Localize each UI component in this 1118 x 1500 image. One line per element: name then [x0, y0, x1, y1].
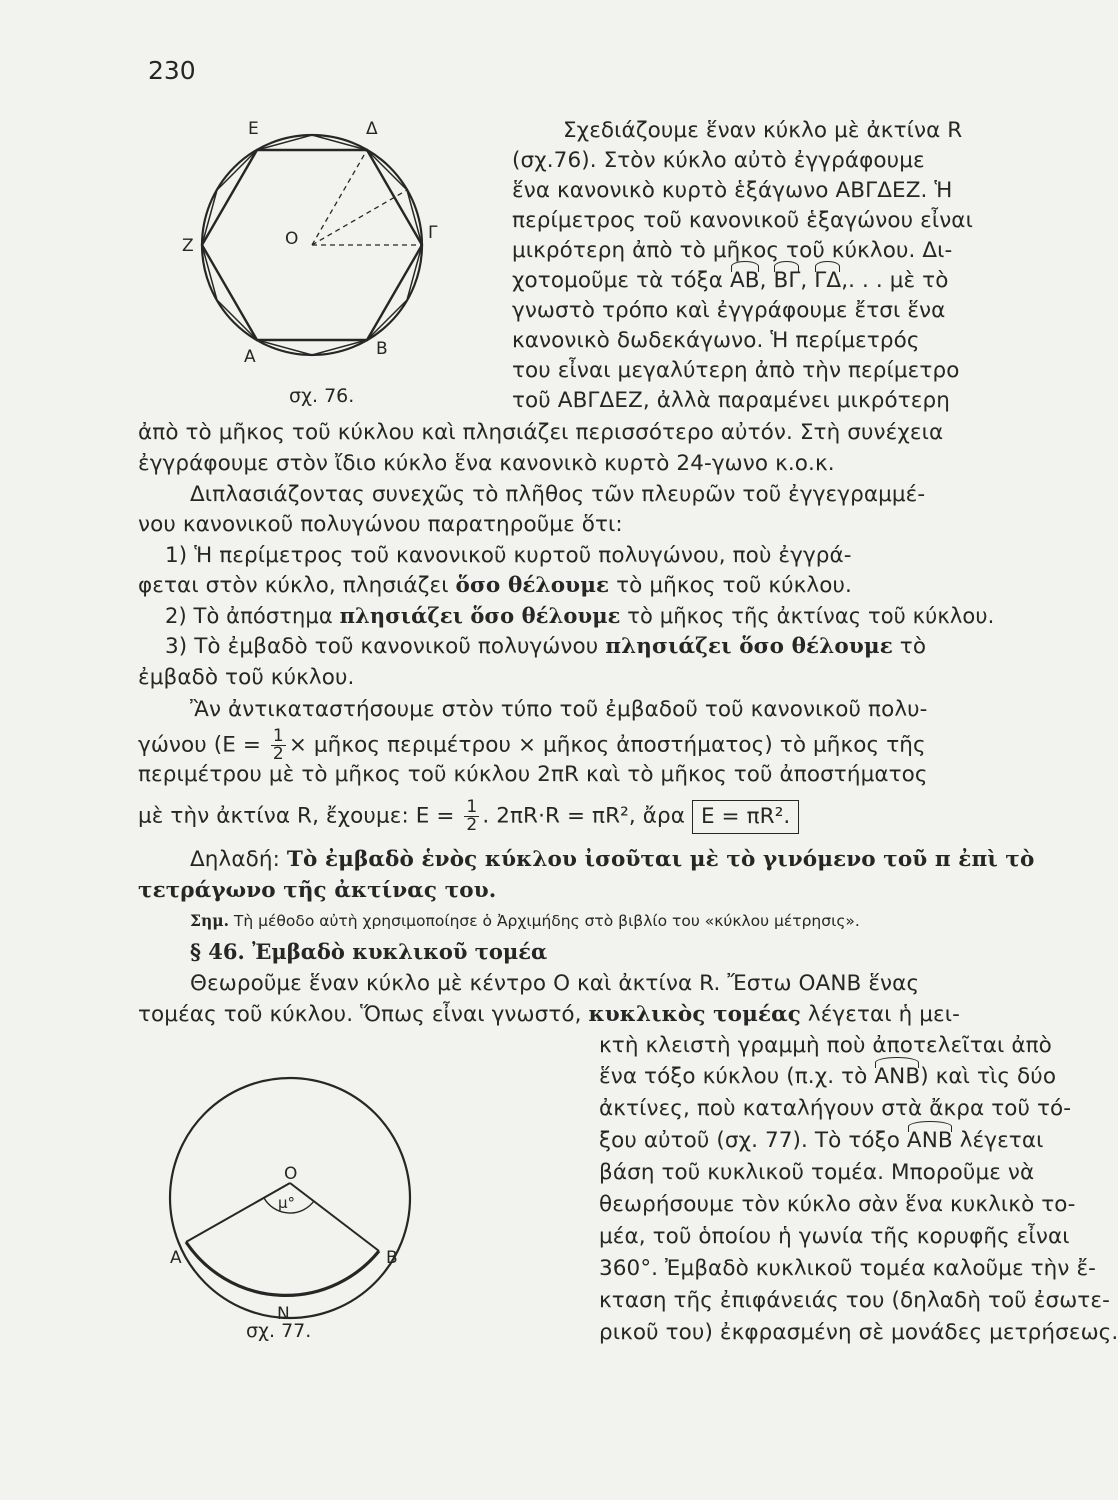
p3-line-5-bold: Τὸ ἐμβαδὸ ἑνὸς κύκλου ἰσοῦται μὲ τὸ γινόμενο τοῦ π ἐπὶ τὸ — [286, 847, 1035, 872]
p3-line-1: Ἂν ἀντικαταστήσουμε στὸν τύπο τοῦ ἐμβαδοῦ τοῦ κανονικοῦ πολυ- — [190, 697, 928, 722]
figure-76-caption: σχ. 76. — [289, 385, 355, 407]
fig76-label-e: E — [248, 119, 259, 139]
p2-item-1-cont — [138, 573, 852, 598]
p4-line-6-pre: ξου αὐτοῦ (σχ. 77). Τὸ τόξο — [599, 1128, 907, 1153]
p4-line-6 — [599, 1128, 1043, 1153]
section-title — [190, 939, 547, 964]
p4-line-8: θεωρήσουμε τὸν κύκλο σὰν ἕνα κυκλικὸ το- — [599, 1192, 1076, 1217]
arc-anb-2: ΑΝΒ — [906, 1128, 953, 1153]
p1-line-7: γνωστὸ τρόπο καὶ ἐγγράφουμε ἔτσι ἕνα — [512, 298, 946, 323]
p2-item-2 — [165, 603, 994, 628]
p3-line-6: τετράγωνο τῆς ἀκτίνας του. — [138, 878, 497, 903]
p2-item-1: 1) Ἡ περίμετρος τοῦ κανονικοῦ κυρτοῦ πολυγώνου, ποὺ ἐγγρά- — [165, 543, 852, 568]
fig77-radius-oa — [186, 1183, 290, 1242]
p1-line-6: χοτομοῦμε τὰ τόξα ΑΒ, ΒΓ, ΓΔ,. . . μὲ τὸ — [512, 268, 949, 293]
p4-line-12: ρικοῦ του) ἐκφρασμένη σὲ μονάδες μετρήσεως. — [599, 1320, 1118, 1345]
page-number: 230 — [148, 56, 196, 85]
p4-line-2-post: λέγεται ἡ μει- — [800, 1002, 960, 1027]
fig77-arc-anb — [186, 1242, 379, 1295]
arc-bg: ΒΓ — [773, 268, 801, 293]
p1-line-6-end: ,. . . μὲ τὸ — [841, 268, 949, 293]
fraction-half-2 — [464, 799, 479, 834]
note-text: Τὴ μέθοδο αὐτὴ χρησιμοποίησε ὁ Ἀρχιμήδης στὸ βιβλίο του «κύκλου μέτρησις». — [228, 912, 860, 930]
p1-line-4: περίμετρος τοῦ κανονικοῦ ἑξαγώνου εἶναι — [512, 208, 973, 233]
p2-item-1-post: τὸ μῆκος τοῦ κύκλου. — [609, 573, 852, 598]
fig76-label-o: O — [285, 229, 299, 249]
area-formula-box: Ε = πR². — [692, 800, 799, 834]
p4-line-6-post: λέγεται — [952, 1128, 1044, 1153]
figure-77 — [160, 1068, 430, 1348]
p3-line-3: περιμέτρου μὲ τὸ μῆκος τοῦ κύκλου 2πR καὶ τὸ μῆκος τοῦ ἀποστήματος — [138, 762, 928, 787]
p2-item-3-cont: ἐμβαδὸ τοῦ κύκλου. — [138, 665, 355, 690]
fig77-label-n: N — [277, 1304, 290, 1324]
p3-line-5 — [190, 847, 1034, 872]
fig77-radius-ob — [290, 1183, 379, 1251]
p1-line-2: (σχ.76). Στὸν κύκλο αὐτὸ ἐγγράφουμε — [512, 148, 925, 173]
fraction-num: 1 — [272, 726, 284, 746]
fig76-label-z: Z — [182, 236, 194, 256]
p1-line-10: τοῦ ΑΒΓΔΕΖ, ἀλλὰ παραμένει μικρότερη — [512, 388, 950, 413]
note-label: Σημ. — [190, 911, 229, 930]
p1-line-8: κανονικὸ δωδεκάγωνο. Ἡ περίμετρός — [512, 328, 920, 353]
fig76-radius-od — [312, 150, 367, 245]
fig77-label-b: B — [386, 1248, 398, 1268]
p2-line-2: νου κανονικοῦ πολυγώνου παρατηροῦμε ὅτι: — [138, 512, 623, 537]
fraction-2-den: 2 — [466, 815, 478, 835]
figure-77-caption: σχ. 77. — [246, 1320, 312, 1342]
arc-anb: ΑΝΒ — [874, 1064, 921, 1089]
p2-item-3-post: τὸ — [892, 634, 927, 659]
p4-line-10: 360°. Ἐμβαδὸ κυκλικοῦ τομέα καλοῦμε τὴν ἔ- — [599, 1256, 1097, 1281]
p1-line-3: ἕνα κανονικὸ κυρτὸ ἑξάγωνο ΑΒΓΔΕΖ. Ἡ — [512, 178, 953, 203]
p2-item-2-pre: 2) Τὸ ἀπόστημα — [165, 604, 340, 628]
p1-line-12: ἐγγράφουμε στὸν ἴδιο κύκλο ἕνα κανονικὸ κυρτὸ 24-γωνο κ.ο.κ. — [138, 451, 835, 476]
p3-line-2-post: × μῆκος περιμέτρου × μῆκος ἀποστήματος) τὸ μῆκος τῆς — [288, 732, 926, 758]
fig77-label-mu: μ° — [278, 1194, 296, 1212]
p1-line-1: Σχεδιάζουμε ἕναν κύκλο μὲ ἀκτίνα R — [563, 118, 963, 143]
p2-item-2-post: τὸ μῆκος τῆς ἀκτίνας τοῦ κύκλου. — [620, 604, 995, 628]
p1-line-9: του εἶναι μεγαλύτερη ἀπὸ τὴν περίμετρο — [512, 358, 960, 383]
p2-item-1-pre: φεται στὸν κύκλο, πλησιάζει — [138, 573, 456, 598]
fig77-label-a: A — [170, 1248, 182, 1268]
p4-line-4-pre: ἕνα τόξο κύκλου (π.χ. τὸ — [599, 1064, 875, 1089]
p2-item-3-pre: 3) Τὸ ἐμβαδὸ τοῦ κανονικοῦ πολυγώνου — [165, 634, 606, 659]
fig76-label-a: A — [244, 347, 256, 367]
p4-line-5: ἀκτίνες, ποὺ καταλήγουν στὰ ἄκρα τοῦ τό- — [599, 1096, 1072, 1121]
p4-line-11: κταση τῆς ἐπιφάνειάς του (δηλαδὴ τοῦ ἐσωτε- — [599, 1288, 1110, 1313]
p3-line-4 — [138, 799, 799, 834]
fig76-radius-mid — [312, 190, 407, 245]
p3-line-4-pre: μὲ τὴν ἀκτίνα R, ἔχουμε: Ε = — [138, 803, 462, 829]
fig77-label-o: O — [284, 1164, 298, 1184]
section-title-text: § 46. Ἐμβαδὸ κυκλικοῦ τομέα — [190, 939, 548, 964]
p4-line-4-post: ) καὶ τὶς δύο — [920, 1064, 1057, 1089]
p3-line-2 — [138, 728, 926, 763]
arc-gd: ΓΔ — [814, 268, 842, 293]
fraction-half — [271, 728, 286, 763]
p4-line-9: μέα, τοῦ ὁποίου ἡ γωνία τῆς κορυφῆς εἶναι — [599, 1224, 1070, 1249]
p2-item-3 — [165, 634, 926, 659]
p4-line-4 — [599, 1064, 1056, 1089]
p2-line-1: Διπλασιάζοντας συνεχῶς τὸ πλῆθος τῶν πλευρῶν τοῦ ἐγγεγραμμέ- — [190, 482, 926, 507]
figure-76 — [170, 108, 450, 408]
p4-line-2-bold: κυκλικὸς τομέας — [588, 1002, 801, 1027]
fig76-label-d: Δ — [366, 119, 378, 139]
p4-line-7: βάση τοῦ κυκλικοῦ τομέα. Μποροῦμε νὰ — [599, 1160, 1035, 1185]
fig76-label-b: B — [376, 339, 388, 359]
p1-line-5: μικρότερη ἀπὸ τὸ μῆκος τοῦ κύκλου. Δι- — [512, 238, 953, 263]
p3-line-5-pre: Δηλαδή: — [190, 847, 287, 872]
p4-line-3: κτὴ κλειστὴ γραμμὴ ποὺ ἀποτελεῖται ἀπὸ — [599, 1033, 1052, 1058]
p2-item-1-bold: ὅσο θέλουμε — [455, 573, 610, 598]
p1-line-11: ἀπὸ τὸ μῆκος τοῦ κύκλου καὶ πλησιάζει περισσότερο αὐτόν. Στὴ συνέχεια — [138, 420, 944, 445]
p2-item-3-bold: πλησιάζει ὅσο θέλουμε — [605, 634, 893, 659]
p2-item-2-bold: πλησιάζει ὅσο θέλουμε — [339, 603, 621, 628]
p4-line-1: Θεωροῦμε ἕναν κύκλο μὲ κέντρο Ο καὶ ἀκτίνα R. Ἔστω ΟΑΝΒ ἕνας — [190, 971, 920, 996]
fraction-den: 2 — [272, 744, 284, 764]
arc-ab: ΑΒ — [729, 268, 760, 293]
p1-line-6-text: χοτομοῦμε τὰ τόξα — [512, 268, 730, 293]
p3-line-4-post: . 2πR·R = πR², ἄρα — [482, 803, 685, 829]
fig76-label-g: Γ — [428, 223, 438, 243]
p4-line-2-pre: τομέας τοῦ κύκλου. Ὅπως εἶναι γνωστό, — [138, 1002, 589, 1027]
note — [190, 911, 860, 930]
fraction-2-num: 1 — [466, 797, 478, 817]
p3-line-2-pre: γώνου (Ε = — [138, 732, 268, 758]
p4-line-2 — [138, 1002, 960, 1027]
